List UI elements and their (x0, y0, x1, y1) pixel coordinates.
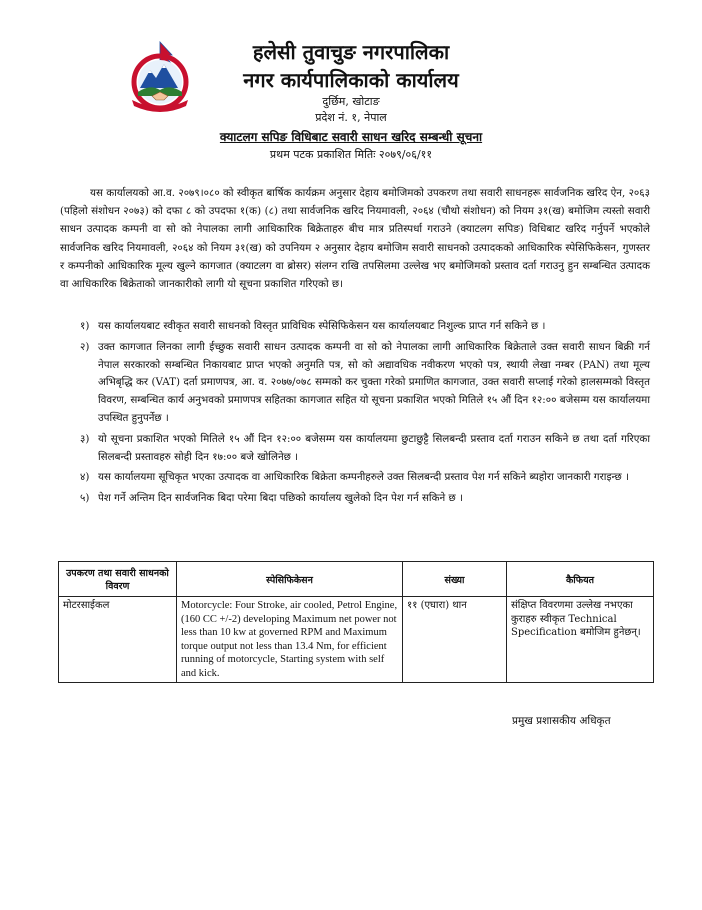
cell-quantity: ११ (एघारा) थान (403, 597, 507, 683)
item-number: १) (80, 320, 90, 332)
item-number: ५) (80, 492, 90, 505)
list-item (80, 431, 650, 467)
item-text: यो सूचना प्रकाशित भएको मितिले १५ औं दिन १२:०० बजेसम्म यस कार्यालयमा छुटाछुट्टै सिलबन्दी प्रस्ताव दर्ता गराउन सकिने छ तथा दर्ता गरिएका सिलबन्दी प्रस्तावहरु सोही दिन १७:०० बजे खोलिनेछ । (98, 432, 650, 463)
cell-remarks: संक्षिप्त विवरणमा उल्लेख नभएका कुराहरु स्वीकृत Technical Specification बमोजिम हुनेछन्। (507, 597, 654, 683)
item-number: ३) (80, 432, 90, 445)
item-text: यस कार्यालयमा सूचिकृत भएका उत्पादक वा आधिकारिक बिक्रेता कम्पनीहरुले उक्त सिलबन्दी प्रस्ताव पेश गर्न सकिने ब्यहोरा जानकारी गराइन्छ । (98, 471, 629, 484)
vehicle-spec-table (58, 561, 654, 683)
item-text: उक्त कागजात लिनका लागी ईच्छुक सवारी साधन उत्पादक कम्पनी वा सो को नेपालका लागी आधिकारिक बिक्रेताले उक्त सवारी साधन बिक्री गर्न नेपाल सरकारको सम्बन्धित निकायबाट प्राप्त भएको अनुमति पत्र, सो को अद्यावधिक नवीकरण भएको पत्र, स्थायी लेखा नम्बर (PAN) तथा मूल्य अभिबृद्धि कर (VAT) दर्ता प्रमाणपत्र, आ. व. २०७७/०७८ सम्मको कर चुक्ता गरेको प्रमाणित कागजात, उक्त सवारी सप्लाई गरेको हालसम्मको विस्तृत विवरण, सम्बन्धित कार्य अनुभवको प्रमाणपत्र सहितका कागजात सहित यो सूचना प्रकाशित भएको मितिले १५ औं दिन १२:०० बजेसम्म यस कार्यालयमा उपस्थित हुनुपर्नेछ । (98, 340, 650, 424)
column-header-item: उपकरण तथा सवारी साधनको विवरण (59, 562, 177, 597)
list-item (80, 318, 650, 336)
item-text: यस कार्यालयबाट स्वीकृत सवारी साधनको विस्तृत प्राविधिक स्पेसिफिकेसन यस कार्यालयबाट निशुल्क प्राप्त गर्न सकिने छ । (98, 320, 546, 332)
cell-item: मोटरसाईकल (59, 597, 177, 683)
table-row (59, 597, 654, 683)
item-text: पेश गर्ने अन्तिम दिन सार्वजनिक बिदा परेमा बिदा पछिको कार्यालय खुलेको दिन पेश गर्न सकिने छ । (98, 492, 463, 505)
item-number: २) (80, 340, 90, 353)
column-header-spec: स्पेसिफिकेसन (177, 562, 403, 597)
notice-items-list (80, 318, 650, 508)
notice-body-paragraph: यस कार्यालयको आ.व. २०७९।०८० को स्वीकृत बार्षिक कार्यक्रम अनुसार देहाय बमोजिमको उपकरण तथा सवारी साधनहरू सार्वजनिक खरिद ऐन, २०६३ (पहिलो संशोधन २०७३) को दफा ८ को उपदफा १(क) (८) तथा सार्वजनिक खरिद नियमावली, २०६४ (चौथो संशोधन) को नियम ३१(ख) बमोजिम त्यस्तो सवारी साधन उत्पादक कम्पनी वा सो को नेपालका लागी आधिकारिक बिक्रेताहरु बीच मात्र प्रतिस्पर्धा गराउने (क्याटलग सपिङ) विधिबाट खरिद गर्नुपर्ने भएकोले सार्वजनिक खरिद नियमावली, २०६४ को नियम ३१(ख) को उपनियम २ अनुसार देहाय बमोजिम सवारी साधनको उत्पादकको आधिकारिक स्पेसिफिकेसन, गुणस्तर र कम्पनीको आधिकारिक मूल्य खुल्ने कागजात (क्याटलग वा ब्रोसर) संलग्न राखि तपसिलमा उल्लेख भए बमोजिमको प्रस्ताव दर्ता गराउनु हुन सम्बन्धित उत्पादक वा आधिकारिक बिक्रेताको जानकारीको लागी यो सूचना प्रकाशित गरिएको छ। (60, 187, 650, 291)
letterhead (0, 38, 702, 163)
list-item (80, 339, 650, 428)
municipality-name: हलेसी तुवाचुङ नगरपालिका (252, 40, 450, 64)
office-province: प्रदेश नं. १, नेपाल (315, 111, 387, 124)
office-name: नगर कार्यपालिकाको कार्यालय (243, 68, 459, 92)
list-item (80, 490, 650, 508)
column-header-quantity: संख्या (403, 562, 507, 597)
notice-subject: क्याटलग सपिङ विधिबाट सवारी साधन खरिद सम्बन्धी सूचना (219, 130, 483, 144)
signature-title: प्रमुख प्रशासकीय अधिकृत (512, 715, 611, 727)
list-item (80, 469, 650, 487)
column-header-remarks: कैफियत (507, 562, 654, 597)
cell-spec: Motorcycle: Four Stroke, air cooled, Petrol Engine, (160 CC +/-2) developing Maximum net power not less than 10 kw at governed RPM and Maximum torque output not less than 13.4 Nm, for efficient running of motorcycle, Starting system with self and kick. (177, 597, 403, 683)
table-header-row (59, 562, 654, 597)
office-location: दुर्छिम, खोटाङ (322, 95, 380, 108)
publish-date: प्रथम पटक प्रकाशित मितिः २०७९/०६/११ (269, 148, 433, 161)
item-number: ४) (80, 471, 90, 484)
